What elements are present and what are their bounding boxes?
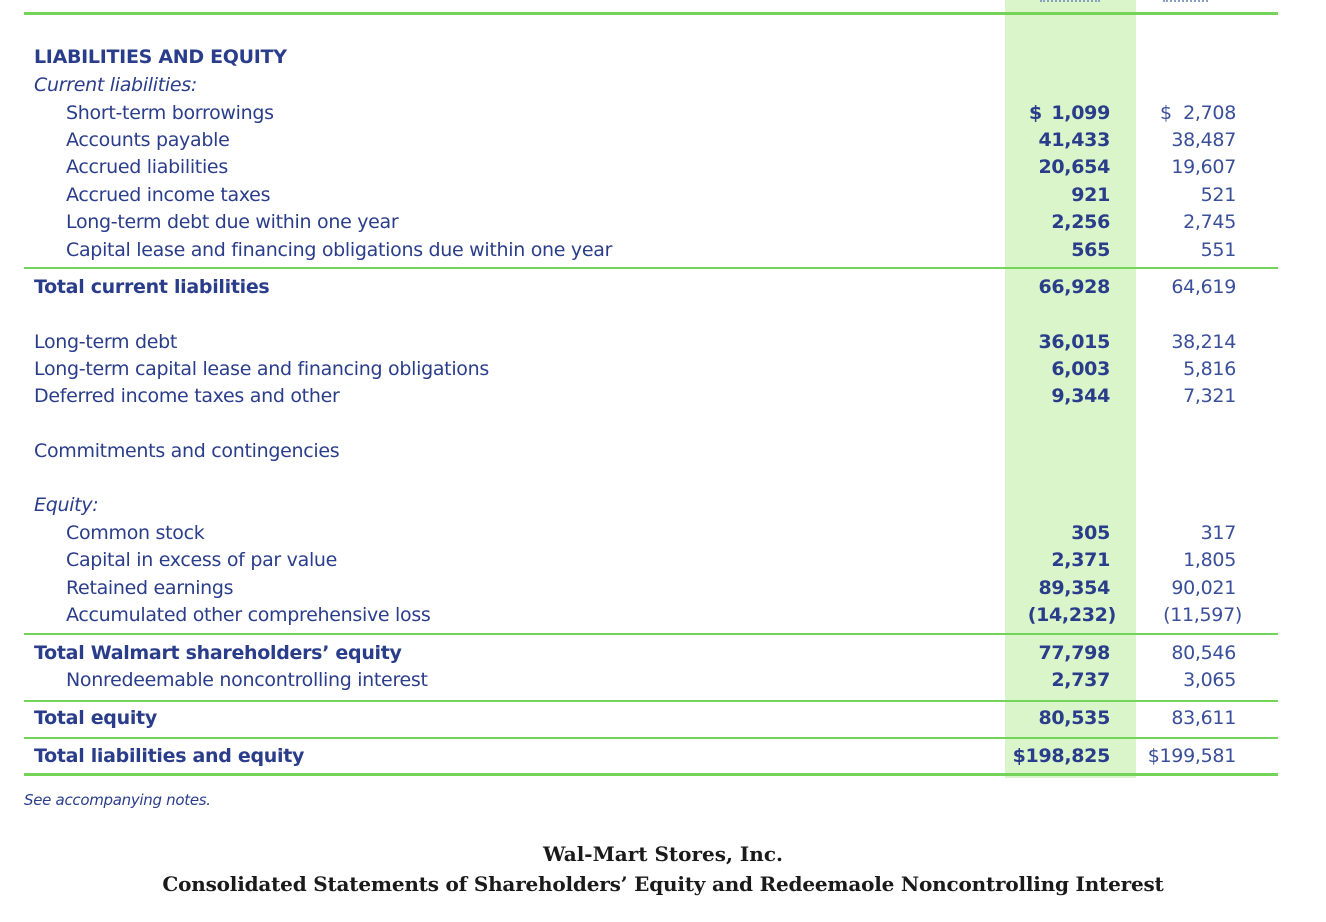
- row-label: Total equity: [34, 707, 157, 729]
- value-prior-year: $199,581: [1147, 745, 1236, 767]
- table-row: [0, 520, 1326, 546]
- value-prior-year: 90,021: [1171, 577, 1236, 599]
- section-title: LIABILITIES AND EQUITY: [34, 46, 287, 68]
- current-liabilities-header-row: [0, 72, 1326, 98]
- value-current-year: 565: [1071, 239, 1110, 261]
- noncontrolling-row: [0, 667, 1326, 693]
- value-current-year: 89,354: [1038, 577, 1110, 599]
- value-current-year: 77,798: [1038, 642, 1110, 664]
- currency-symbol: $: [1160, 102, 1172, 124]
- value-prior-year: 521: [1200, 184, 1236, 206]
- table-row: [0, 237, 1326, 263]
- table-row: [0, 209, 1326, 235]
- table-row: [0, 329, 1326, 355]
- table-row: [0, 547, 1326, 573]
- row-label: Total Walmart shareholders’ equity: [34, 642, 402, 664]
- cropped-header-mark: [1040, 0, 1100, 5]
- currency-symbol: $: [1029, 102, 1042, 124]
- value-prior-year: 38,487: [1171, 129, 1236, 151]
- row-label: Accrued income taxes: [66, 184, 271, 206]
- value-prior-year: (11,597): [1163, 604, 1242, 626]
- value-current-year: 41,433: [1038, 129, 1110, 151]
- row-label: Capital in excess of par value: [66, 549, 338, 571]
- row-label: Commitments and contingencies: [34, 440, 340, 462]
- company-name: Wal-Mart Stores, Inc.: [543, 842, 783, 866]
- row-label: Accumulated other comprehensive loss: [66, 604, 431, 626]
- value-prior-year: 83,611: [1171, 707, 1236, 729]
- table-row: [0, 602, 1326, 628]
- current-liabilities-header: Current liabilities:: [34, 74, 197, 96]
- value-current-year: 6,003: [1051, 358, 1110, 380]
- row-label: Deferred income taxes and other: [34, 385, 340, 407]
- table-row: [0, 182, 1326, 208]
- row-label: Long-term debt: [34, 331, 178, 353]
- row-label: Accrued liabilities: [66, 156, 228, 178]
- row-label: Common stock: [66, 522, 205, 544]
- value-current-year: 80,535: [1038, 707, 1110, 729]
- row-label: Long-term capital lease and financing obligations: [34, 358, 489, 380]
- value-prior-year: 19,607: [1171, 156, 1236, 178]
- statement-title: Consolidated Statements of Shareholders’ Equity and Redeemaole Noncontrolling Interest: [162, 872, 1164, 896]
- row-label: Retained earnings: [66, 577, 234, 599]
- rule-before-total-equity: [24, 700, 1278, 702]
- value-prior-year: 3,065: [1183, 669, 1236, 691]
- value-prior-year: 38,214: [1171, 331, 1236, 353]
- value-prior-year: 1,805: [1183, 549, 1236, 571]
- rule-before-total-current: [24, 267, 1278, 269]
- value-prior-year: 7,321: [1183, 385, 1236, 407]
- equity-header: Equity:: [34, 494, 99, 516]
- value-current-year: 305: [1071, 522, 1110, 544]
- total-walmart-equity-row: [0, 640, 1326, 666]
- table-row: [0, 575, 1326, 601]
- top-rule: [24, 12, 1278, 15]
- value-current-year: $198,825: [1012, 745, 1110, 767]
- row-label: Capital lease and financing obligations due within one year: [66, 239, 613, 261]
- row-label: Total current liabilities: [34, 276, 270, 298]
- row-label: Nonredeemable noncontrolling interest: [66, 669, 428, 691]
- table-row: [0, 356, 1326, 382]
- value-current-year: (14,232): [1027, 604, 1116, 626]
- row-label: Short-term borrowings: [66, 102, 274, 124]
- value-current-year: 2,256: [1051, 211, 1110, 233]
- table-row: [0, 127, 1326, 153]
- total-equity-row: [0, 705, 1326, 731]
- section-title-row: [0, 44, 1326, 70]
- row-label: Accounts payable: [66, 129, 230, 151]
- value-current-year: 1,099: [1051, 102, 1110, 124]
- table-row: [0, 154, 1326, 180]
- total-liabilities-equity-row: [0, 743, 1326, 769]
- table-row: [0, 100, 1326, 126]
- rule-before-total-walmart-equity: [24, 633, 1278, 635]
- total-current-liabilities-row: [0, 274, 1326, 300]
- value-prior-year: 64,619: [1171, 276, 1236, 298]
- value-current-year: 66,928: [1038, 276, 1110, 298]
- row-label: Total liabilities and equity: [34, 745, 305, 767]
- value-current-year: 36,015: [1038, 331, 1110, 353]
- bottom-rule: [24, 773, 1278, 776]
- row-label: Long-term debt due within one year: [66, 211, 399, 233]
- value-prior-year: 2,708: [1183, 102, 1236, 124]
- cropped-header-mark: [1163, 0, 1208, 5]
- value-current-year: 921: [1071, 184, 1110, 206]
- value-current-year: 2,737: [1051, 669, 1110, 691]
- rule-before-total-liabilities: [24, 737, 1278, 739]
- value-prior-year: 317: [1200, 522, 1236, 544]
- value-prior-year: 551: [1200, 239, 1236, 261]
- value-prior-year: 80,546: [1171, 642, 1236, 664]
- value-current-year: 20,654: [1038, 156, 1110, 178]
- value-current-year: 9,344: [1051, 385, 1110, 407]
- commitments-row: [0, 438, 1326, 464]
- table-row: [0, 383, 1326, 409]
- accompanying-notes: See accompanying notes.: [24, 791, 211, 809]
- value-prior-year: 2,745: [1183, 211, 1236, 233]
- value-current-year: 2,371: [1051, 549, 1110, 571]
- value-prior-year: 5,816: [1183, 358, 1236, 380]
- equity-header-row: [0, 492, 1326, 518]
